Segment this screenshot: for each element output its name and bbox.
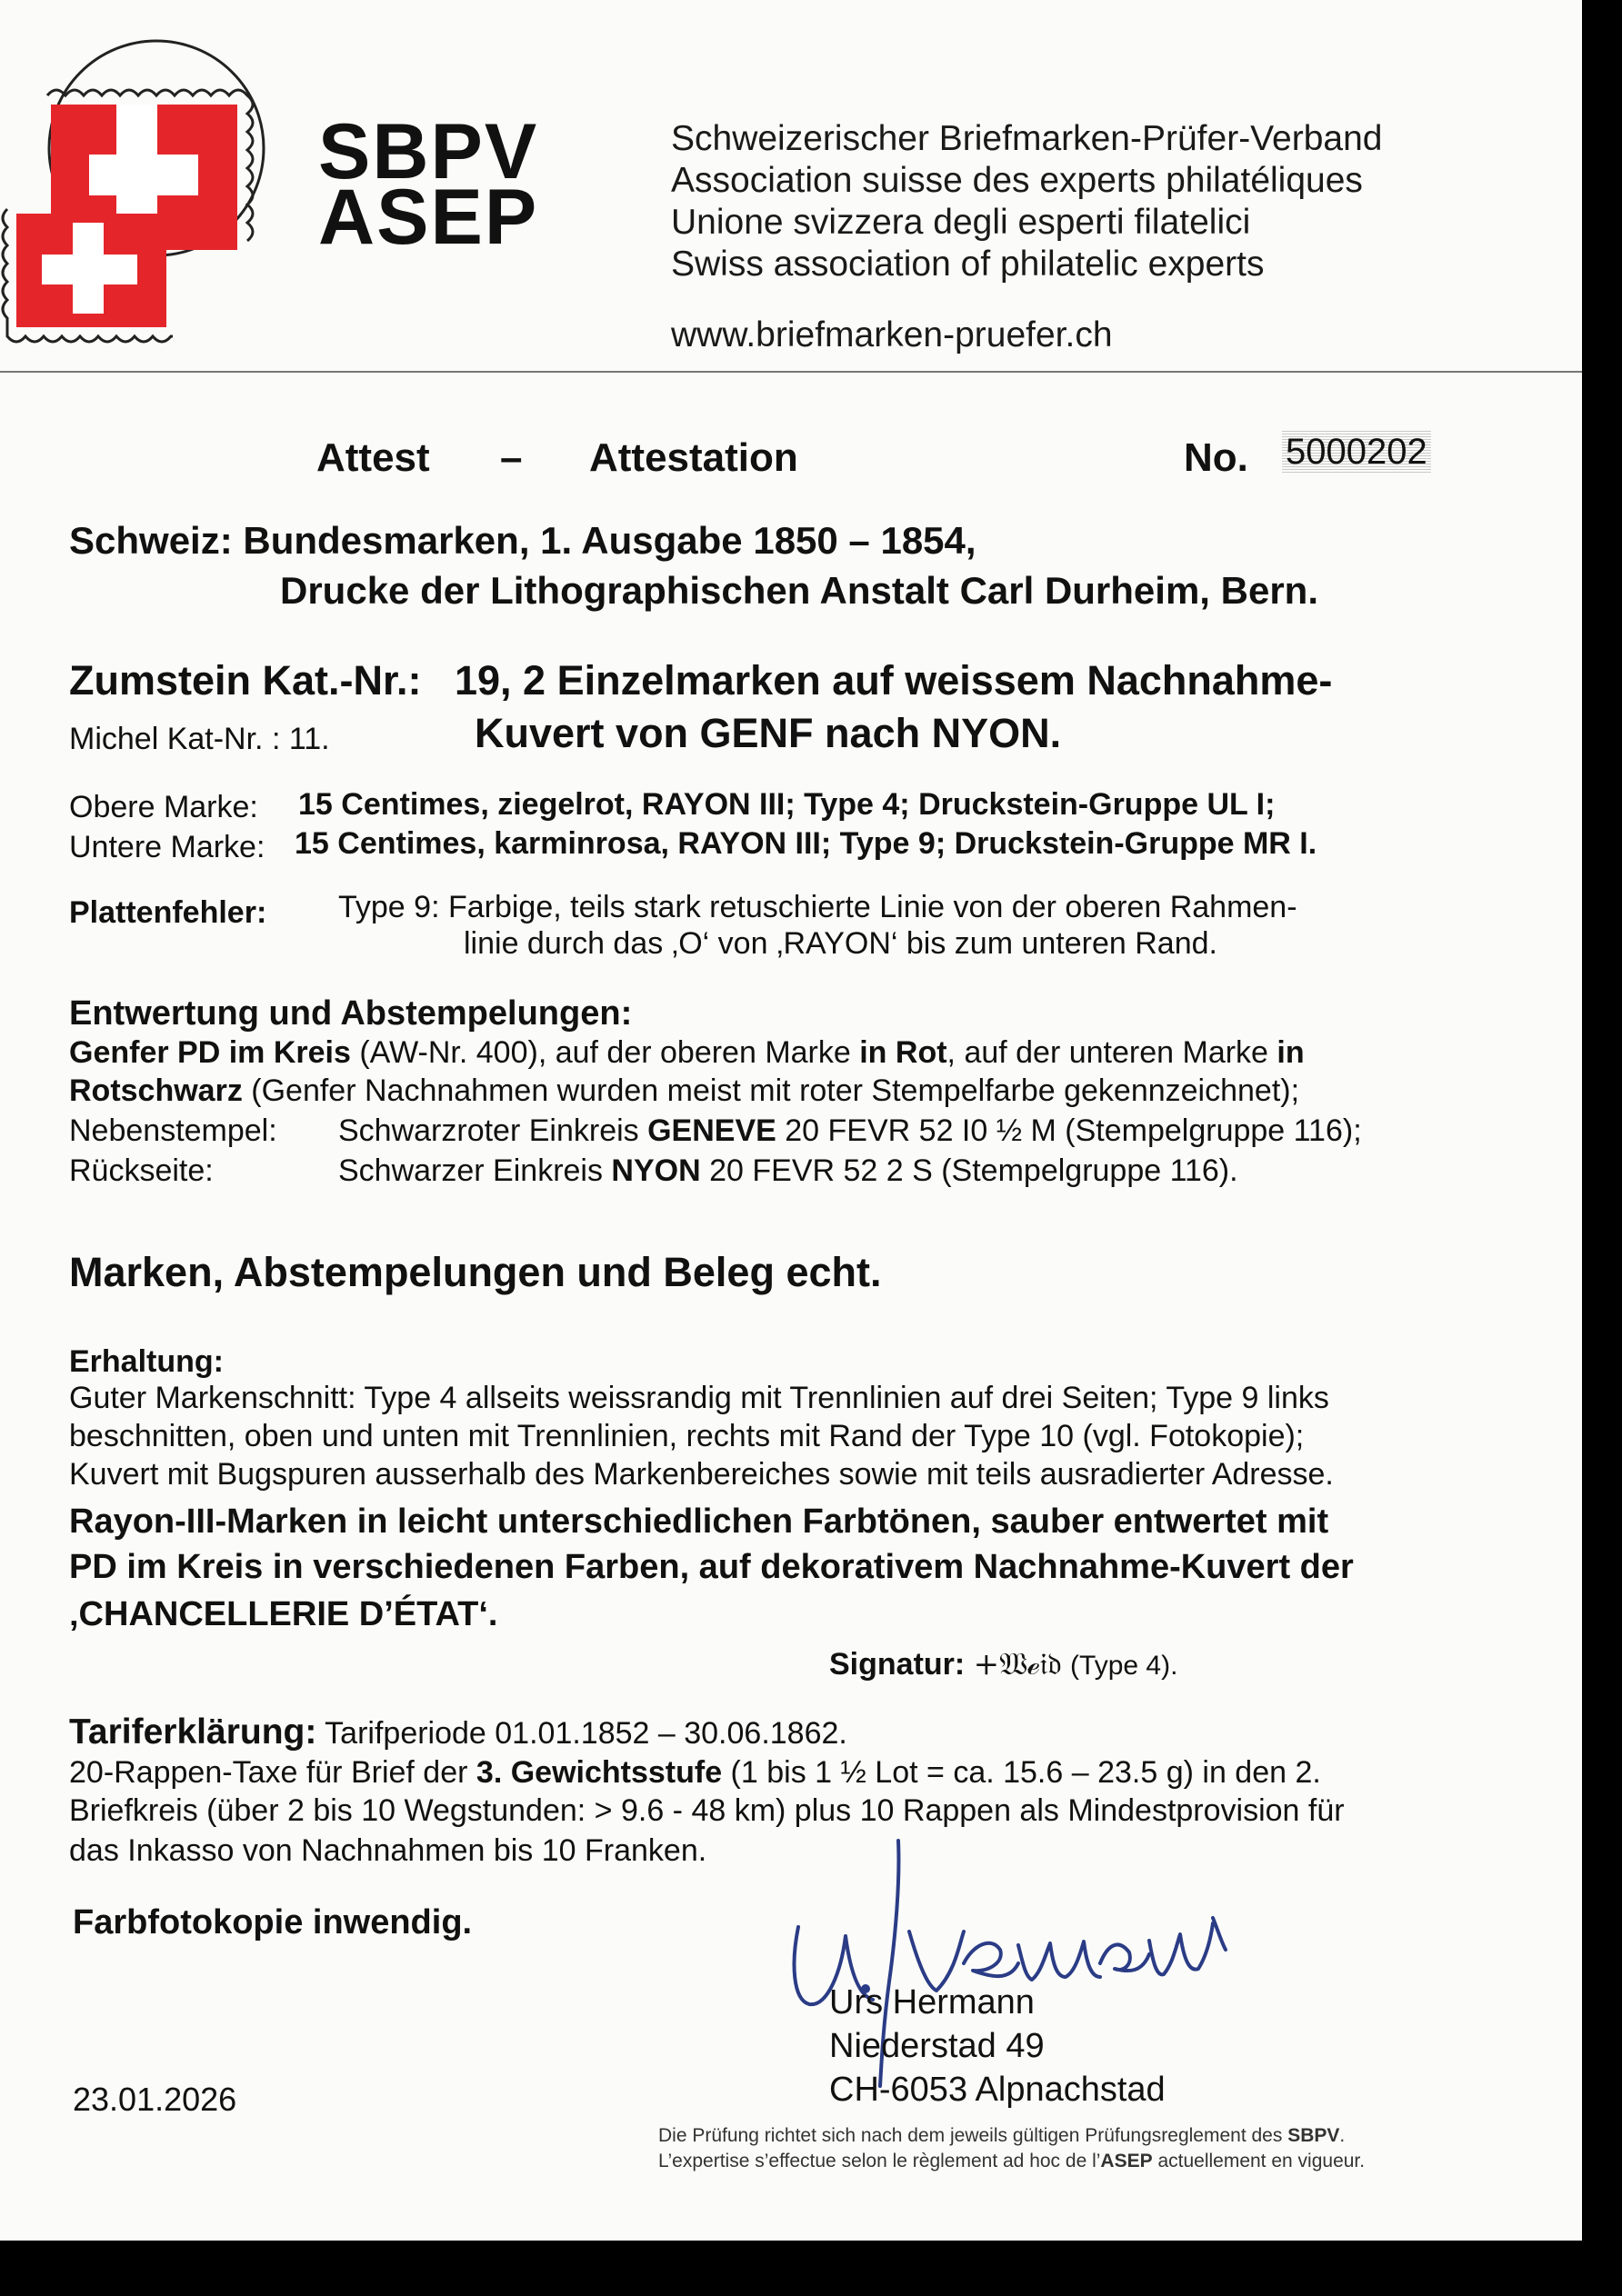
condition-line2: beschnitten, oben und unten mit Trennlinien, rechts mit Rand der Type 10 (vgl. Fotokopie);	[69, 1419, 1305, 1453]
upper-stamp-value: 15 Centimes, ziegelrot, RAYON III; Type 4; Druckstein-Gruppe UL I;	[298, 787, 1276, 822]
tariff-line4: das Inkasso von Nachnahmen bis 10 Franken.	[69, 1833, 707, 1868]
issue-date: 23.01.2026	[73, 2081, 237, 2118]
tariff-line3: Briefkreis (über 2 bis 10 Wegstunden: > 9.6 - 48 km) plus 10 Rappen als Mindestprovision für	[69, 1793, 1345, 1828]
upper-stamp-label: Obere Marke:	[69, 790, 258, 824]
side-stamp-label: Nebenstempel:	[69, 1113, 277, 1148]
condition-line3: Kuvert mit Bugspuren ausserhalb des Markenbereiches sowie mit teils ausradierter Adresse.	[69, 1457, 1334, 1492]
expert-city: CH-6053 Alpnachstad	[829, 2071, 1166, 2109]
michel-label: Michel Kat-Nr. : 11.	[69, 722, 330, 756]
verdict: Marken, Abstempelungen und Beleg echt.	[69, 1249, 882, 1295]
michel-value: Kuvert von GENF nach NYON.	[475, 710, 1062, 756]
title-attest: Attest	[316, 435, 430, 480]
logo-text-sbpv: SBPV	[318, 108, 539, 195]
certificate-number: 5000202	[1282, 429, 1431, 474]
tariff-line2: 20-Rappen-Taxe für Brief der 3. Gewichtsstufe (1 bis 1 ½ Lot = ca. 15.6 – 23.5 g) in den 2.	[69, 1755, 1321, 1790]
zumstein-value: 19, 2 Einzelmarken auf weissem Nachnahme-	[455, 657, 1333, 704]
title-attestation: Attestation	[589, 435, 798, 480]
number-label: No.	[1184, 435, 1248, 480]
cancellation-line1: Genfer PD im Kreis (AW-Nr. 400), auf der oberen Marke in Rot, auf der unteren Marke in	[69, 1035, 1305, 1070]
signature-note: Signatur: +𝔚ℯ𝔦𝔡 (Type 4).	[829, 1646, 1178, 1682]
condition-heading: Erhaltung:	[69, 1344, 224, 1379]
sbpv-logo	[0, 32, 300, 368]
heading-line2: Drucke der Lithographischen Anstalt Carl Durheim, Bern.	[280, 569, 1318, 612]
lower-stamp-label: Untere Marke:	[69, 830, 265, 864]
lower-stamp-value: 15 Centimes, karminrosa, RAYON III; Type 9; Druckstein-Gruppe MR I.	[295, 826, 1317, 861]
tariff-line1: Tariferklärung: Tarifperiode 01.01.1852 – 30.06.1862.	[69, 1712, 847, 1752]
back-value: Schwarzer Einkreis NYON 20 FEVR 52 2 S (Stempelgruppe 116).	[338, 1153, 1238, 1188]
side-stamp-value: Schwarzroter Einkreis GENEVE 20 FEVR 52 I0 ½ M (Stempelgruppe 116);	[338, 1113, 1362, 1148]
header-divider	[0, 371, 1582, 373]
plate-flaw-line2: linie durch das ‚O‘ von ‚RAYON‘ bis zum unteren Rand.	[464, 926, 1217, 961]
cancellation-heading: Entwertung und Abstempelungen:	[69, 994, 633, 1033]
back-label: Rückseite:	[69, 1153, 214, 1188]
org-name-fr: Association suisse des experts philatéliques	[671, 161, 1363, 200]
cancellation-line2: Rotschwarz (Genfer Nachnahmen wurden meist mit roter Stempelfarbe gekennzeichnet);	[69, 1073, 1300, 1108]
expert-name: Urs Hermann	[829, 1983, 1035, 2021]
title-dash: –	[500, 435, 523, 480]
photocopy-note: Farbfotokopie inwendig.	[73, 1903, 473, 1942]
condition-line1: Guter Markenschnitt: Type 4 allseits weissrandig mit Trennlinien auf drei Seiten; Type 9 links	[69, 1381, 1329, 1415]
weid-signature-mark: +𝔚ℯ𝔦𝔡	[973, 1646, 1062, 1682]
zumstein-label: Zumstein Kat.-Nr.:	[69, 657, 422, 704]
website: www.briefmarken-pruefer.ch	[671, 315, 1113, 354]
summary-line2: PD im Kreis in verschiedenen Farben, auf dekorativem Nachnahme-Kuvert der	[69, 1548, 1354, 1586]
org-name-en: Swiss association of philatelic experts	[671, 245, 1265, 284]
plate-flaw-label: Plattenfehler:	[69, 895, 267, 930]
footer-fr: L’expertise s’effectue selon le règlement ad hoc de l’ASEP actuellement en vigueur.	[658, 2151, 1366, 2171]
footer-de: Die Prüfung richtet sich nach dem jeweils gültigen Prüfungsreglement des SBPV.	[658, 2125, 1346, 2146]
logo-text-asep: ASEP	[318, 174, 539, 261]
org-name-it: Unione svizzera degli esperti filatelici	[671, 203, 1251, 242]
org-name-de: Schweizerischer Briefmarken-Prüfer-Verband	[671, 119, 1383, 158]
summary-line1: Rayon-III-Marken in leicht unterschiedlichen Farbtönen, sauber entwertet mit	[69, 1502, 1329, 1541]
heading-line1: Schweiz: Bundesmarken, 1. Ausgabe 1850 – 1854,	[69, 519, 976, 562]
plate-flaw-line1: Type 9: Farbige, teils stark retuschierte Linie von der oberen Rahmen-	[338, 890, 1297, 924]
summary-line3: ‚CHANCELLERIE D’ÉTAT‘.	[69, 1595, 498, 1633]
expert-street: Niederstad 49	[829, 2027, 1045, 2065]
